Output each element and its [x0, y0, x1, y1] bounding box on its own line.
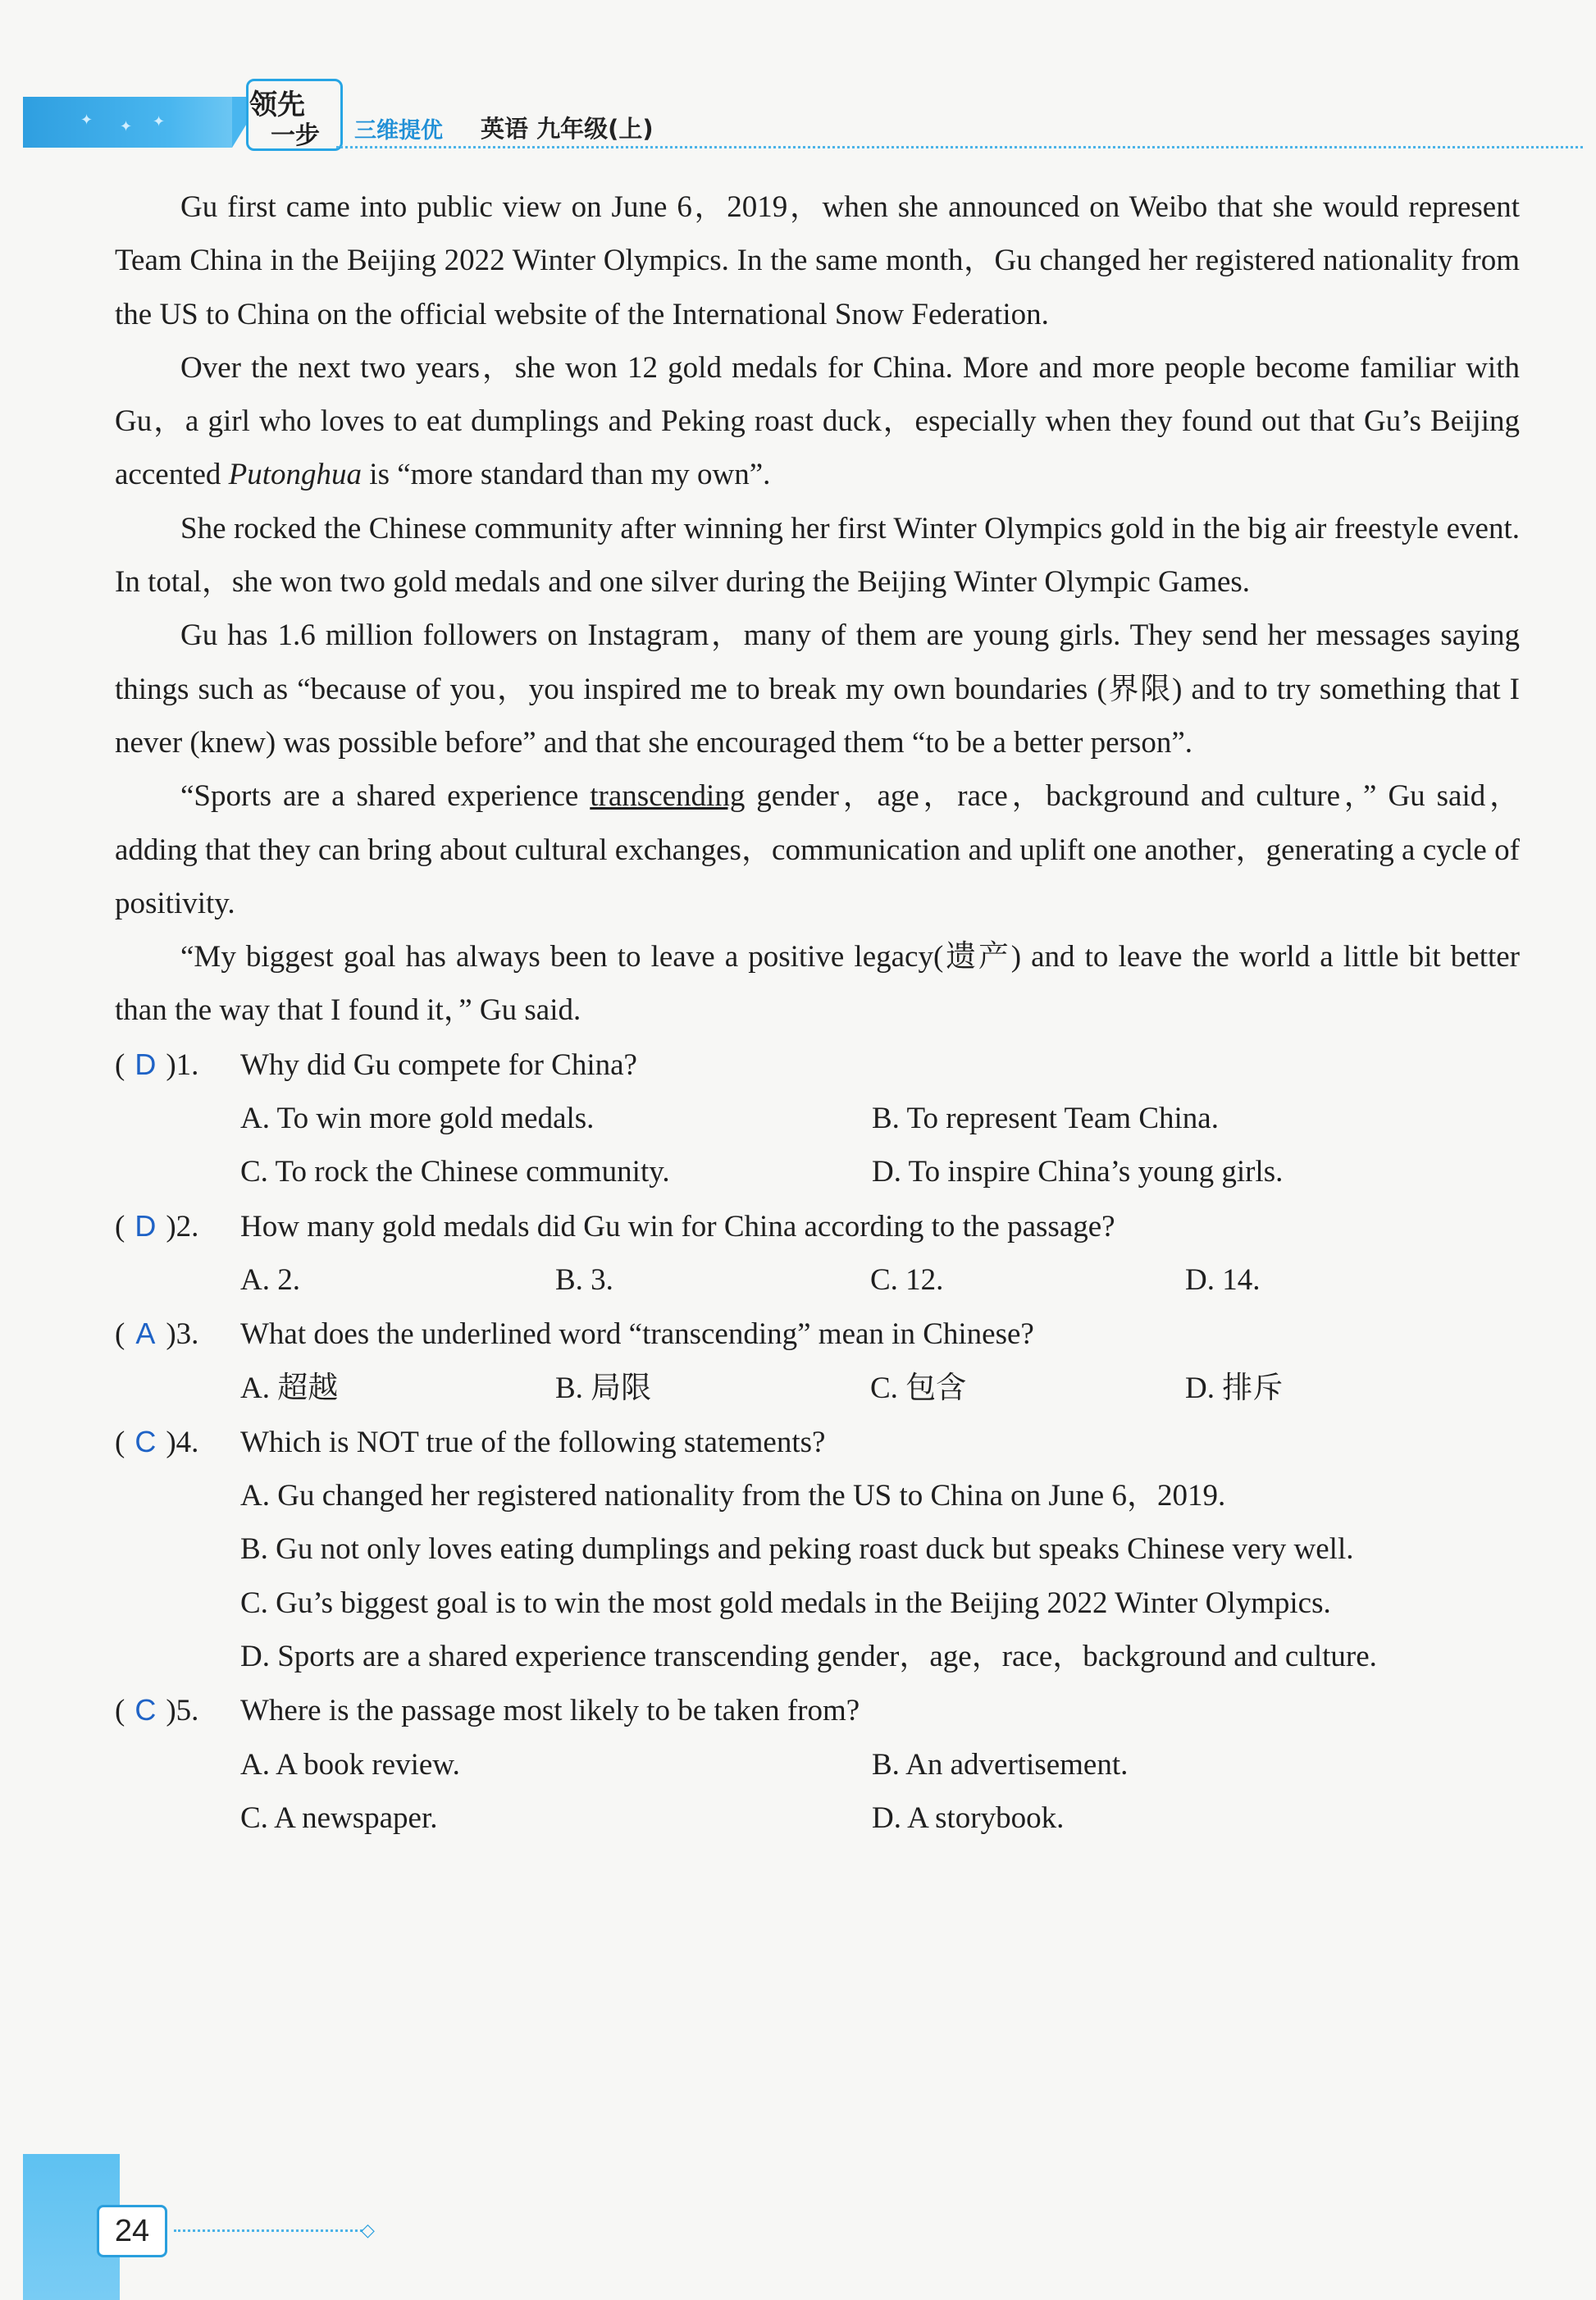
footer-divider — [174, 2229, 363, 2232]
answer-slot — [115, 1038, 240, 1092]
option-d: D. To inspire China’s young girls. — [872, 1155, 1284, 1189]
option-c: C. 包含 — [870, 1371, 967, 1405]
paren-open: ( — [115, 1209, 125, 1244]
answer-slot — [115, 1199, 240, 1253]
subject-title: 英语 九年级(上) — [481, 115, 654, 143]
logo-top-text: 领先 — [249, 89, 305, 121]
option-a: A. Gu changed her registered nationality from the US to China on June 6，2019. — [240, 1479, 1226, 1513]
question-text: Why did Gu compete for China? — [240, 1047, 637, 1082]
underlined-word: transcending — [590, 779, 746, 814]
passage-paragraph-1: Gu first came into public view on June 6，2019，when she announced on Weibo that she would represent Team China in the Beijing 2022 Winter Olympics. In the same month，Gu changed her registered nationality from the US to China on the official website of the International Snow Federation. — [115, 190, 1520, 331]
paren-open: ( — [115, 1317, 125, 1352]
options — [240, 1738, 1520, 1846]
passage-paragraph-6: “My biggest goal has always been to leave a positive legacy(遗产) and to leave the world a little bit better than the way that I found it，” Gu said. — [115, 940, 1520, 1028]
option-a: A. 超越 — [240, 1371, 339, 1405]
option-b: B. 3. — [555, 1262, 613, 1297]
passage-paragraph-2 — [115, 341, 1520, 502]
header-divider — [336, 146, 1583, 148]
star-icon: ✦ — [80, 112, 93, 129]
passage-paragraph-3: She rocked the Chinese community after winning her first Winter Olympics gold in the big air freestyle event. In total，she won two gold medals and one silver during the Beijing Winter Olympic Games. — [115, 511, 1520, 600]
answer-letter: A — [135, 1317, 156, 1351]
answer-letter: D — [135, 1047, 157, 1081]
paragraph-5-text: “Sports are a shared experience — [180, 779, 591, 814]
option-a: A. 2. — [240, 1262, 300, 1297]
question-text: What does the underlined word “transcending” mean in Chinese? — [240, 1317, 1034, 1352]
option-c: C. 12. — [870, 1262, 944, 1297]
question-text: How many gold medals did Gu win for China according to the passage? — [240, 1209, 1115, 1244]
paragraph-5-tail: gender，age，race，background and culture，” Gu said，adding that they can bring about cultural exchanges，communication and uplift one another，generating a cycle of positivity. — [115, 779, 1520, 920]
question-3 — [115, 1307, 1520, 1415]
option-b: B. 局限 — [555, 1371, 652, 1405]
logo-bottom-text: 一步 — [271, 121, 320, 150]
paren-open: ( — [115, 1694, 125, 1728]
question-5 — [115, 1683, 1520, 1845]
page-number: 24 — [97, 2205, 167, 2257]
passage-paragraph-5 — [115, 769, 1520, 930]
options — [240, 1253, 1520, 1307]
header-band — [23, 97, 232, 148]
paragraph-2-text: Over the next two years，she won 12 gold medals for China. More and more people become familiar with Gu，a girl who loves to eat dumplings and Peking roast duck，especially when they found out that Gu’s Beijing accented — [115, 350, 1520, 492]
options — [240, 1092, 1520, 1199]
answer-letter: C — [135, 1424, 157, 1458]
star-icon: ✦ — [120, 118, 133, 135]
option-b: B. An advertisement. — [872, 1747, 1129, 1782]
star-icon: ✦ — [153, 113, 166, 130]
paren-close: )3. — [166, 1317, 199, 1352]
answer-letter: D — [135, 1208, 157, 1243]
option-d: D. Sports are a shared experience transcending gender，age，race，background and culture. — [240, 1640, 1377, 1674]
paragraph-2-italic: Putonghua — [228, 458, 363, 492]
question-text: Where is the passage most likely to be taken from? — [240, 1694, 860, 1728]
series-title: 三维提优 — [354, 118, 443, 144]
answer-slot — [115, 1683, 240, 1737]
answer-letter: C — [135, 1693, 157, 1727]
options — [240, 1362, 1520, 1415]
option-c: C. Gu’s biggest goal is to win the most gold medals in the Beijing 2022 Winter Olympics. — [240, 1586, 1331, 1620]
option-b: B. To represent Team China. — [872, 1102, 1219, 1136]
paragraph-2-tail: is “more standard than my own”. — [362, 458, 771, 492]
question-text: Which is NOT true of the following statements? — [240, 1425, 826, 1459]
answer-slot — [115, 1415, 240, 1469]
paren-close: )4. — [166, 1425, 199, 1459]
options — [240, 1469, 1520, 1683]
option-a: A. To win more gold medals. — [240, 1102, 595, 1136]
question-1 — [115, 1038, 1520, 1199]
answer-slot — [115, 1307, 240, 1361]
paren-close: )5. — [166, 1694, 199, 1728]
option-c: C. A newspaper. — [240, 1800, 438, 1835]
paren-open: ( — [115, 1425, 125, 1459]
option-c: C. To rock the Chinese community. — [240, 1155, 670, 1189]
option-d: D. A storybook. — [872, 1800, 1065, 1835]
paren-close: )1. — [166, 1047, 199, 1082]
option-d: D. 排斥 — [1185, 1371, 1284, 1405]
option-a: A. A book review. — [240, 1747, 460, 1782]
paren-close: )2. — [166, 1209, 199, 1244]
question-4 — [115, 1415, 1520, 1683]
paren-open: ( — [115, 1047, 125, 1082]
passage-paragraph-4: Gu has 1.6 million followers on Instagram，many of them are young girls. They send her messages saying things such as “because of you，you inspired me to break my own boundaries (界限) and to try something that I never (knew) was possible before” and that she encouraged them “to be a better person”. — [115, 618, 1520, 760]
question-2 — [115, 1199, 1520, 1307]
page-content — [115, 180, 1520, 1845]
option-b: B. Gu not only loves eating dumplings and peking roast duck but speaks Chinese very well. — [240, 1532, 1354, 1567]
option-d: D. 14. — [1185, 1262, 1261, 1297]
diamond-icon: ◇ — [361, 2220, 375, 2241]
